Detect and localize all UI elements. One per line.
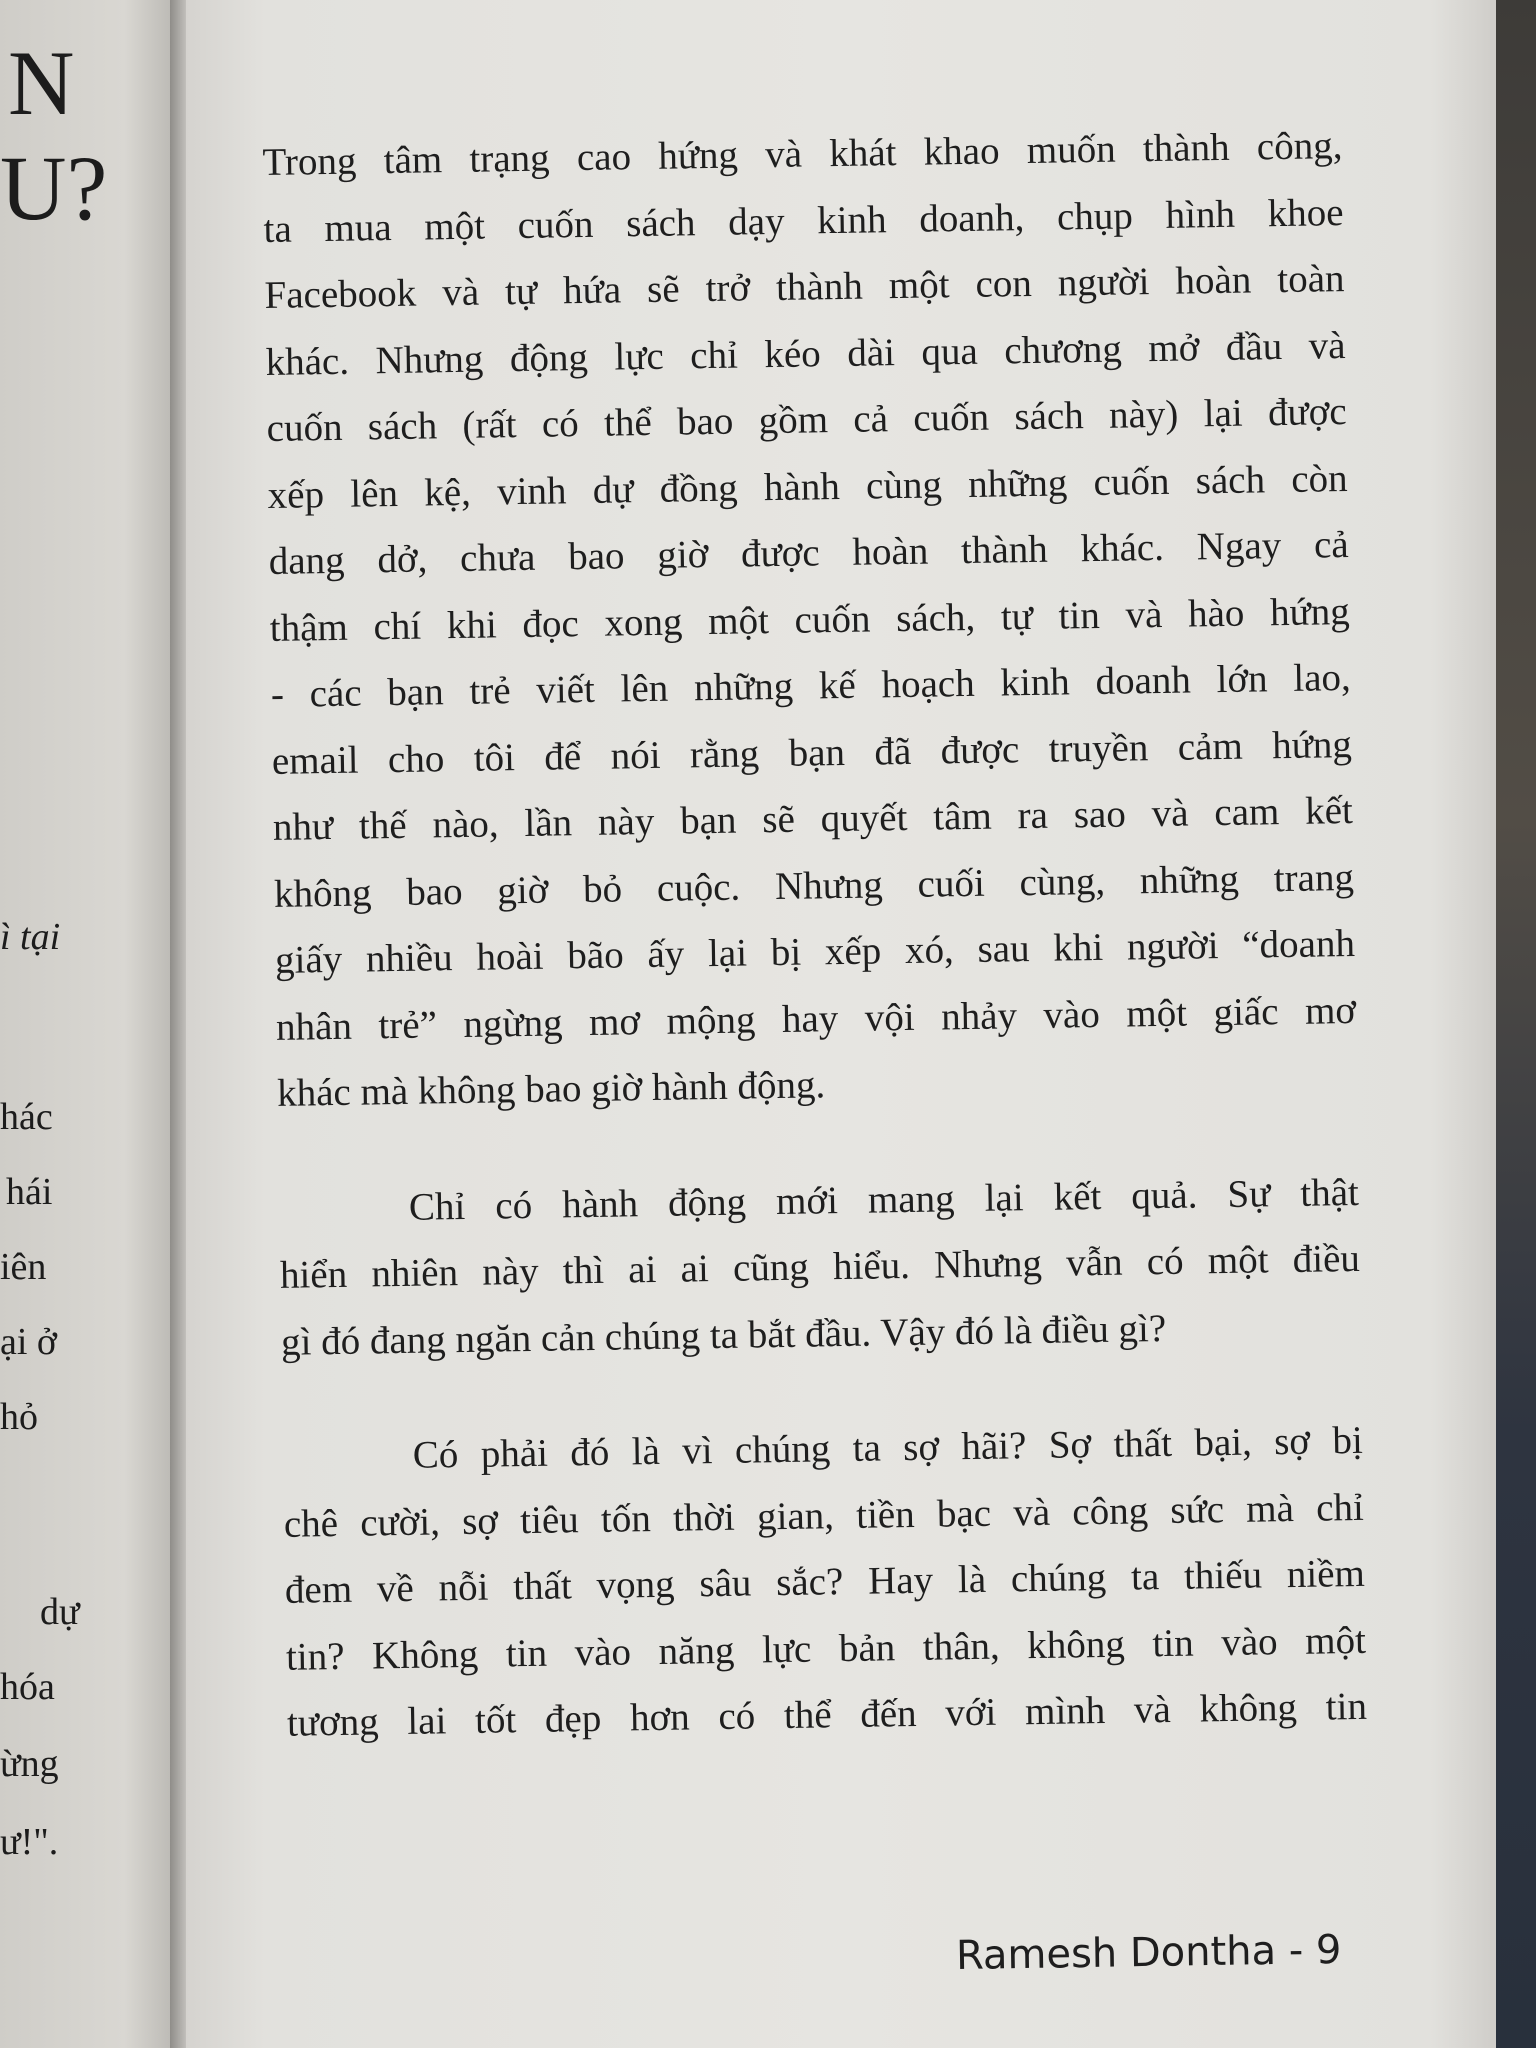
body-text [262, 113, 1367, 1757]
text-line: như thế nào, lần này bạn sẽ quyết tâm ra sao và cam kết [272, 788, 1354, 849]
left-heading-fragment-1: N [8, 32, 75, 134]
left-text-fragment: hỏ [0, 1396, 38, 1438]
left-text-fragment: ừng [0, 1743, 59, 1785]
text-line: tin? Không tin vào năng lực bản thân, không tin vào một [285, 1618, 1367, 1679]
text-line: Có phải đó là vì chúng ta sợ hãi? Sợ thất bại, sợ bị [412, 1418, 1364, 1477]
text-line: Trong tâm trạng cao hứng và khát khao muốn thành công, [262, 124, 1343, 184]
text-line: hiển nhiên này thì ai ai cũng hiểu. Nhưng vẫn có một điều [279, 1236, 1361, 1297]
paragraph-1 [262, 113, 1358, 1127]
paragraph-3 [282, 1408, 1367, 1757]
text-line: giấy nhiều hoài bão ấy lại bị xếp xó, sau khi người “doanh [274, 921, 1356, 982]
left-text-fragment: hái [6, 1171, 53, 1213]
left-page [0, 0, 178, 2048]
left-text-fragment: hóa [0, 1666, 55, 1708]
left-text-fragment: ì tại [0, 916, 61, 958]
left-text-fragment: hác [0, 1096, 53, 1138]
text-line: xếp lên kệ, vinh dự đồng hành cùng những cuốn sách còn [267, 456, 1348, 517]
text-line: khác mà không bao giờ hành động. [276, 1063, 826, 1115]
text-line: nhân trẻ” ngừng mơ mộng hay vội nhảy vào một giấc mơ [275, 988, 1357, 1049]
text-line: Chỉ có hành động mới mang lại kết quả. Sự thật [408, 1170, 1360, 1229]
left-text-fragment: dự [40, 1591, 80, 1633]
left-text-fragment: ư!". [0, 1821, 59, 1863]
left-text-fragment: ại ở [0, 1321, 58, 1363]
left-heading-fragment-2: U? [0, 137, 108, 239]
text-line: chê cười, sợ tiêu tốn thời gian, tiền bạc và công sức mà chỉ [283, 1485, 1365, 1546]
left-text-fragment: iên [0, 1246, 47, 1288]
text-line: dang dở, chưa bao giờ được hoàn thành khác. Ngay cả [268, 522, 1349, 583]
text-line: ta mua một cuốn sách dạy kinh doanh, chụp hình khoe [263, 190, 1344, 251]
text-line: thậm chí khi đọc xong một cuốn sách, tự tin và hào hứng [269, 589, 1351, 650]
text-line: Facebook và tự hứa sẽ trở thành một con người hoàn toàn [264, 257, 1345, 317]
paragraph-2 [278, 1159, 1361, 1375]
text-line: tương lai tốt đẹp hơn có thể đến với mình và không tin [286, 1684, 1368, 1745]
text-line: không bao giờ bỏ cuộc. Nhưng cuối cùng, những trang [273, 855, 1355, 916]
page-footer: Ramesh Dontha - 9 [955, 1926, 1342, 1980]
text-line: gì đó đang ngăn cản chúng ta bắt đầu. Vậy đó là điều gì? [280, 1306, 1167, 1364]
text-line: - các bạn trẻ viết lên những kế hoạch kinh doanh lớn lao, [270, 655, 1352, 716]
text-line: cuốn sách (rất có thể bao gồm cả cuốn sách này) lại được [266, 390, 1347, 450]
text-line: email cho tôi để nói rằng bạn đã được truyền cảm hứng [271, 722, 1353, 783]
background-edge [1496, 0, 1536, 2048]
text-line: đem về nỗi thất vọng sâu sắc? Hay là chúng ta thiếu niềm [284, 1551, 1366, 1612]
text-line: khác. Nhưng động lực chỉ kéo dài qua chương mở đầu và [265, 323, 1346, 384]
